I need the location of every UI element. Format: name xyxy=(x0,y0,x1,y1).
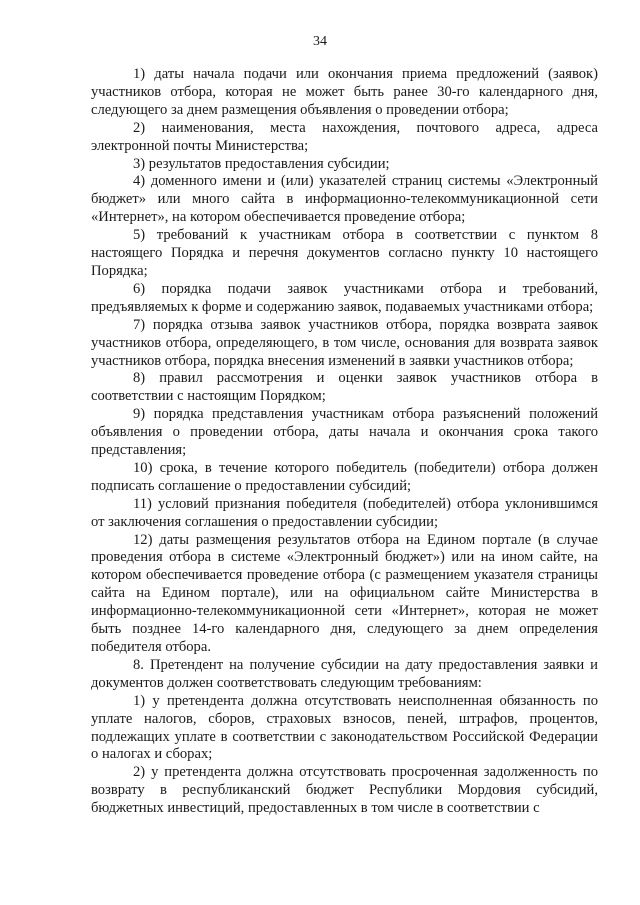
page-number: 34 xyxy=(313,34,327,49)
paragraph-requirement-2-no-overdue-debt: 2) у претендента должна отсутствовать просроченная задолженность по возврату в республиканский бюджет Республики Мордовия субсидий, бюджетных инвестиций, предоставленных в том числе в соответствии с xyxy=(91,764,598,817)
paragraph-item-7-withdrawal-procedure: 7) порядка отзыва заявок участников отбора, порядка возврата заявок участников отбора, определяющего, в том числе, основания для возврата заявок участников отбора, порядка внесения изменений в заявки участников отбора; xyxy=(91,316,598,369)
paragraph-item-9-clarifications: 9) порядка представления участникам отбора разъяснений положений объявления о проведении отбора, даты начала и окончания срока такого представления; xyxy=(91,406,598,459)
paragraph-item-5-participant-requirements: 5) требований к участникам отбора в соответствии с пунктом 8 настоящего Порядка и перечня документов согласно пункту 10 настоящего Порядка; xyxy=(91,227,598,279)
document-body xyxy=(91,66,598,818)
paragraph-item-1-announcement-deadline: 1) даты начала подачи или окончания приема предложений (заявок) участников отбора, которая не может быть ранее 30-го календарного дня, следующего за днем размещения объявления о проведении отбора; xyxy=(91,66,598,118)
paragraph-item-6-application-procedure: 6) порядка подачи заявок участниками отбора и требований, предъявляемых к форме и содержанию заявок, подаваемых участниками отбора; xyxy=(91,280,598,315)
paragraph-item-3-subsidy-results: 3) результатов предоставления субсидии; xyxy=(133,155,390,172)
paragraph-section-8-applicant-requirements: 8. Претендент на получение субсидии на дату предоставления заявки и документов должен соответствовать следующим требованиям: xyxy=(91,656,598,691)
paragraph-item-12-results-publication: 12) даты размещения результатов отбора на Едином портале (в случае проведения отбора в системе «Электронный бюджет») или на ином сайте, на котором обеспечивается проведение отбора (с размещением указателя страницы сайта на Едином портале), или на официальном сайте Министерства в информационно-телекоммуникационной сети «Интернет», которая не может быть позднее 14-го календарного дня, следующего за днем определения победителя отбора. xyxy=(91,531,598,655)
paragraph-item-11-evasion-conditions: 11) условий признания победителя (победителей) отбора уклонившимся от заключения соглашения о предоставлении субсидии; xyxy=(91,495,598,530)
paragraph-item-8-review-rules: 8) правил рассмотрения и оценки заявок участников отбора в соответствии с настоящим Порядком; xyxy=(91,370,598,405)
paragraph-item-2-ministry-address: 2) наименования, места нахождения, почтового адреса, адреса электронной почты Министерства; xyxy=(91,119,598,154)
paragraph-requirement-1-no-tax-debt: 1) у претендента должна отсутствовать неисполненная обязанность по уплате налогов, сборов, страховых взносов, пеней, штрафов, процентов, подлежащих уплате в соответствии с законодательством Российской Федерации о налогах и сборах; xyxy=(91,692,598,763)
paragraph-item-10-agreement-deadline: 10) срока, в течение которого победитель (победители) отбора должен подписать соглашение о предоставлении субсидий; xyxy=(91,459,598,494)
paragraph-item-4-domain-name: 4) доменного имени и (или) указателей страниц системы «Электронный бюджет» или много сайта в информационно-телекоммуникационной сети «Интернет», на котором обеспечивается проведение отбора; xyxy=(91,173,598,226)
